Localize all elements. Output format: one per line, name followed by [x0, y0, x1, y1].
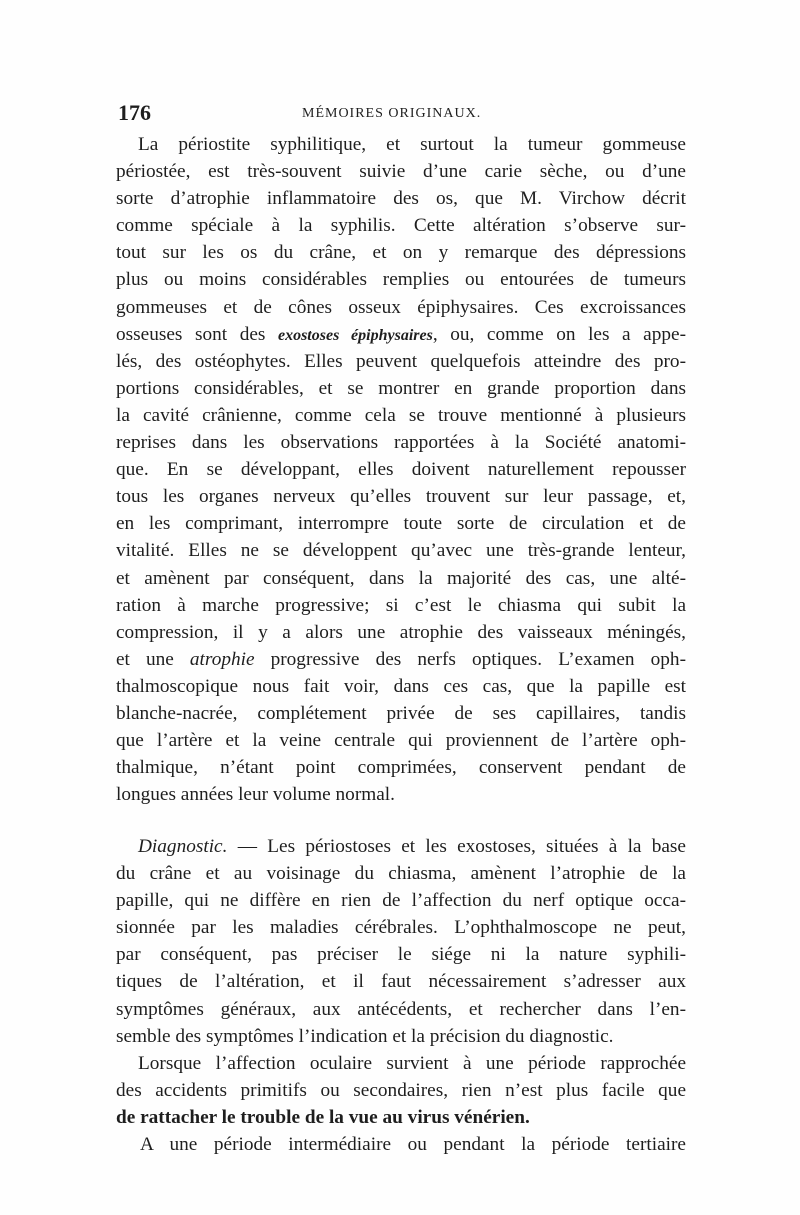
- text-line: reprises dans les observations rapportées à la Société anatomi-: [116, 432, 686, 454]
- text-run: et une: [116, 648, 190, 670]
- text-line: sorte d’atrophie inflammatoire des os, que M. Virchow décrit: [116, 188, 686, 210]
- text-line: plus ou moins considérables remplies ou entourées de tumeurs: [116, 269, 686, 291]
- section-label-diagnostic: Diagnostic.: [138, 836, 228, 857]
- text-line: que l’artère et la veine centrale qui proviennent de l’artère oph-: [116, 730, 686, 752]
- paragraph-periostite: [116, 131, 686, 808]
- text-line: thalmoscopique nous fait voir, dans ces cas, que la papille est: [116, 675, 686, 697]
- text-line: sionnée par les maladies cérébrales. L’ophthalmoscope ne peut,: [116, 917, 686, 939]
- text-line: en les comprimant, interrompre toute sorte de circulation et de: [116, 513, 686, 535]
- text-line: thalmique, n’étant point comprimées, conservent pendant de: [116, 757, 686, 779]
- text-line: symptômes généraux, aux antécédents, et rechercher dans l’en-: [116, 998, 686, 1020]
- page-number: 176: [118, 100, 151, 125]
- text-run: , ou, comme on les a appe-: [432, 323, 686, 345]
- text-line: blanche-nacrée, complétement privée de ses capillaires, tandis: [116, 702, 686, 724]
- text-line: tout sur les os du crâne, et on y remarque des dépressions: [116, 242, 686, 264]
- text-line: vitalité. Elles ne se développent qu’avec une très-grande lenteur,: [116, 540, 686, 562]
- text-line: semble des symptômes l’indication et la précision du diagnostic.: [116, 1025, 614, 1047]
- text-line: tiques de l’altération, et il faut nécessairement s’adresser aux: [116, 971, 686, 993]
- text-line: portions considérables, et se montrer en grande proportion dans: [116, 377, 686, 399]
- italic-term: atrophie: [189, 648, 255, 670]
- text-line: du crâne et au voisinage du chiasma, amènent l’atrophie de la: [116, 863, 686, 885]
- paragraph-diagnostic: [116, 833, 686, 1158]
- text-line: gommeuses et de cônes osseux épiphysaires. Ces excroissances: [116, 296, 686, 318]
- text-line: ration à marche progressive; si c’est le chiasma qui subit la: [116, 594, 686, 616]
- text-line: lés, des ostéophytes. Elles peuvent quelquefois atteindre des pro-: [116, 350, 686, 372]
- text-line: papille, qui ne diffère en rien de l’affection du nerf optique occa-: [116, 890, 686, 912]
- text-line: la cavité crânienne, comme cela se trouve mentionné à plusieurs: [116, 404, 686, 426]
- text-run: osseuses sont des: [116, 323, 278, 345]
- text-line: de rattacher le trouble de la vue au virus vénérien.: [116, 1106, 530, 1128]
- text-run: progressive des nerfs optiques. L’examen oph-: [254, 648, 686, 670]
- text-line: [116, 833, 686, 860]
- text-line: Lorsque l’affection oculaire survient à une période rapprochée: [138, 1052, 686, 1074]
- text-line: compression, il y a alors une atrophie des vaisseaux méningés,: [116, 621, 686, 643]
- text-line: et amènent par conséquent, dans la majorité des cas, une alté-: [116, 567, 686, 589]
- page-header: [118, 100, 688, 128]
- text-line: [116, 646, 686, 673]
- text-line: La périostite syphilitique, et surtout la tumeur gommeuse: [138, 134, 686, 155]
- text-line: A une période intermédiaire ou pendant la période tertiaire: [140, 1134, 686, 1156]
- text-run: — Les périostoses et les exostoses, situées à la base: [227, 836, 686, 857]
- italic-term: exostoses épiphysaires: [277, 326, 433, 344]
- text-line: comme spéciale à la syphilis. Cette altération s’observe sur-: [116, 215, 686, 237]
- text-line: périostée, est très-souvent suivie d’une carie sèche, ou d’une: [116, 161, 686, 183]
- text-line: longues années leur volume normal.: [116, 784, 395, 806]
- text-line: tous les organes nerveux qu’elles trouvent sur leur passage, et,: [116, 486, 686, 508]
- running-head: MÉMOIRES ORIGINAUX.: [302, 106, 482, 121]
- text-line: par conséquent, pas préciser le siége ni la nature syphili-: [116, 944, 686, 966]
- text-line: que. En se développant, elles doivent naturellement repousser: [116, 459, 686, 481]
- text-line: [116, 321, 686, 348]
- text-line: des accidents primitifs ou secondaires, rien n’est plus facile que: [116, 1079, 686, 1101]
